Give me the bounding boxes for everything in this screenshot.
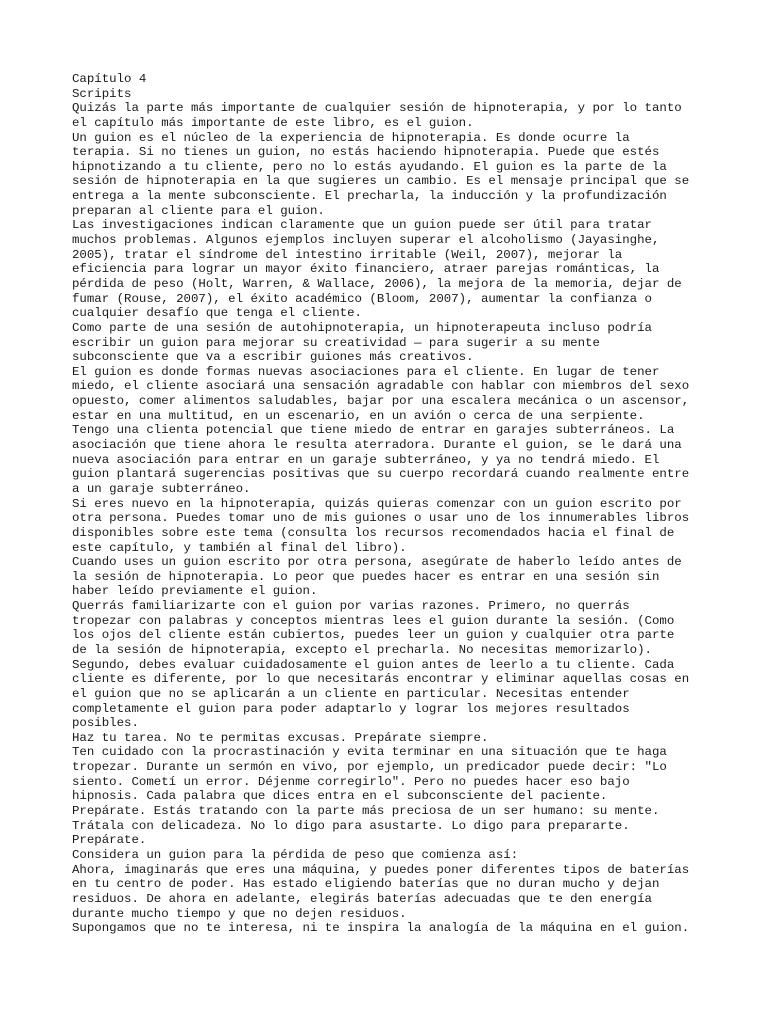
document-text-line: Haz tu tarea. No te permitas excusas. Prepárate siempre. — [72, 730, 489, 745]
document-text-line: sesión de hipnoterapia en la que sugieres un cambio. Es el mensaje principal que se — [72, 174, 690, 189]
document-text-line: Ahora, imaginarás que eres una máquina, y puedes poner diferentes tipos de baterías — [72, 862, 690, 877]
document-text-line: posibles. — [72, 716, 139, 731]
document-text-line: fumar (Rouse, 2007), el éxito académico (Bloom, 2007), aumentar la confianza o — [72, 291, 652, 306]
document-text-line: Prepárate. Estás tratando con la parte más preciosa de un ser humano: su mente. — [72, 804, 660, 819]
document-text-line: Quizás la parte más importante de cualquier sesión de hipnoterapia, y por lo tanto — [72, 101, 682, 116]
document-text-line: Scripits — [72, 86, 132, 101]
document-text-line: miedo, el cliente asociará una sensación agradable con hablar con miembros del sexo — [72, 379, 690, 394]
document-text-line: cualquier desafío que tenga el cliente. — [72, 306, 362, 321]
document-text-line: tropezar. Durante un sermón en vivo, por ejemplo, un predicador puede decir: "Lo — [72, 760, 667, 775]
document-text-line: siento. Cometí un error. Déjenme corregirlo". Pero no puedes hacer eso bajo — [72, 774, 630, 789]
document-text-line: eficiencia para lograr un mayor éxito financiero, atraer parejas románticas, la — [72, 262, 660, 277]
document-text-line: Capítulo 4 — [72, 72, 147, 86]
document-text-line: Cuando uses un guion escrito por otra persona, asegúrate de haberlo leído antes de — [72, 555, 682, 570]
document-text-line: Si eres nuevo en la hipnoterapia, quizás quieras comenzar con un guion escrito por — [72, 496, 682, 511]
document-page — [72, 72, 712, 936]
document-text-line: el guion que no se aplicarán a un cliente en particular. Necesitas entender — [72, 686, 630, 701]
document-text-line: residuos. De ahora en adelante, elegirás baterías adecuadas que te den energía — [72, 891, 652, 906]
document-text-line: 2005), tratar el síndrome del intestino irritable (Weil, 2007), mejorar la — [72, 247, 623, 262]
document-text-line: Como parte de una sesión de autohipnoterapia, un hipnoterapeuta incluso podría — [72, 320, 652, 335]
document-text-line: haber leído previamente el guion. — [72, 584, 318, 599]
document-text-line: la sesión de hipnoterapia. Lo peor que puedes hacer es entrar en una sesión sin — [72, 569, 660, 584]
document-text-line: El guion es donde formas nuevas asociaciones para el cliente. En lugar de tener — [72, 364, 660, 379]
document-text-line: Trátala con delicadeza. No lo digo para asustarte. Lo digo para prepararte. — [72, 818, 630, 833]
document-text-line: opuesto, comer alimentos saludables, bajar por una escalera mecánica o un ascensor, — [72, 394, 690, 409]
document-text-line: Tengo una clienta potencial que tiene miedo de entrar en garajes subterráneos. La — [72, 423, 675, 438]
document-text-line: otra persona. Puedes tomar uno de mis guiones o usar uno de los innumerables libros — [72, 511, 690, 526]
document-text-line: guion plantará sugerencias positivas que su cuerpo recordará cuando realmente entre — [72, 467, 690, 482]
document-text-line: de la sesión de hipnoterapia, excepto el precharla. No necesitas memorizarlo). — [72, 642, 652, 657]
document-text-line: hipnotizando a tu cliente, pero no lo estás ayudando. El guion es la parte de la — [72, 159, 667, 174]
document-text-line: hipnosis. Cada palabra que dices entra en el subconsciente del paciente. — [72, 789, 608, 804]
document-text-line: asociación que tiene ahora le resulta aterradora. Durante el guion, se le dará una — [72, 438, 682, 453]
document-text-line: a un garaje subterráneo. — [72, 481, 251, 496]
document-text-line: terapia. Si no tienes un guion, no estás haciendo hipnoterapia. Puede que estés — [72, 145, 660, 160]
document-text-line: tropezar con palabras y conceptos mientras lees el guion durante la sesión. (Como — [72, 613, 675, 628]
document-text-line: en tu centro de poder. Has estado eligiendo baterías que no duran mucho y dejan — [72, 877, 660, 892]
document-text-line: muchos problemas. Algunos ejemplos incluyen superar el alcoholismo (Jayasinghe, — [72, 233, 660, 248]
document-text-line: nueva asociación para entrar en un garaje subterráneo, y ya no tendrá miedo. El — [72, 452, 660, 467]
document-text-line: completamente el guion para poder adaptarlo y lograr los mejores resultados — [72, 701, 630, 716]
document-text-line: Las investigaciones indican claramente que un guion puede ser útil para tratar — [72, 218, 652, 233]
document-text-line: escribir un guion para mejorar su creatividad — para sugerir a su mente — [72, 335, 600, 350]
document-text-line: preparan al cliente para el guion. — [72, 203, 325, 218]
document-text-line: pérdida de peso (Holt, Warren, & Wallace, 2006), la mejora de la memoria, dejar de — [72, 276, 682, 291]
document-text-line: subconsciente que va a escribir guiones más creativos. — [72, 350, 474, 365]
document-text-line: Prepárate. — [72, 833, 147, 848]
document-text-line: Segundo, debes evaluar cuidadosamente el guion antes de leerlo a tu cliente. Cada — [72, 657, 675, 672]
document-text-line: Considera un guion para la pérdida de peso que comienza así: — [72, 847, 519, 862]
document-text-line: Ten cuidado con la procrastinación y evita terminar en una situación que te haga — [72, 745, 667, 760]
document-text-line: cliente es diferente, por lo que necesitarás encontrar y eliminar aquellas cosas en — [72, 672, 690, 687]
document-text-line: estar en una multitud, en un escenario, en un avión o cerca de una serpiente. — [72, 408, 645, 423]
document-text-line: el capítulo más importante de este libro, es el guion. — [72, 115, 474, 130]
document-text-line: Un guion es el núcleo de la experiencia de hipnoterapia. Es donde ocurre la — [72, 130, 630, 145]
document-text-line: los ojos del cliente están cubiertos, puedes leer un guion y cualquier otra parte — [72, 628, 675, 643]
document-text-line: disponibles sobre este tema (consulta los recursos recomendados hacia el final de — [72, 525, 675, 540]
document-text-line: entrega a la mente subconsciente. El precharla, la inducción y la profundización — [72, 189, 667, 204]
document-text-line: este capítulo, y también al final del libro). — [72, 540, 407, 555]
document-text-line: Supongamos que no te interesa, ni te inspira la analogía de la máquina en el guion. — [72, 921, 690, 936]
document-text-line: durante mucho tiempo y que no dejen residuos. — [72, 906, 407, 921]
document-text-line: Querrás familiarizarte con el guion por varias razones. Primero, no querrás — [72, 599, 630, 614]
